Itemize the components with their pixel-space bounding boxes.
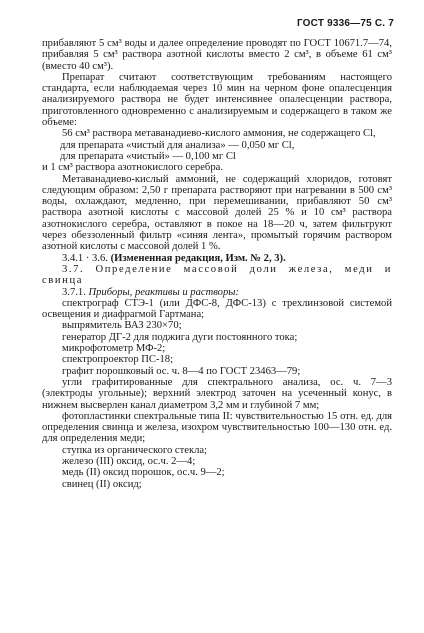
paragraph-requirements: Препарат считают соответствующим требованиям настоящего стандарта, если наблюдаемая через 10 мин на черном фоне опалесценция анализируемого раствора не будет интенсивнее опалесценции раствора, приготовленного одновременно с анализируемым и содержащего в таком же объеме: xyxy=(42,71,392,129)
list-item-lead-oxide: свинец (II) оксид; xyxy=(62,478,142,490)
amendment-prefix: 3.4.1 · 3.6. xyxy=(62,252,111,264)
paragraph-continuation: прибавляют 5 см³ воды и далее определение проводят по ГОСТ 10671.7—74, прибавляя 5 см³ раствора азотной кислоты вместо 2 см³, в объеме 61 см³ (вместо 40 см³). xyxy=(42,38,392,72)
document-body xyxy=(42,38,392,490)
paragraph-silver-nitrate: и 1 см³ раствора азотнокислого серебра. xyxy=(42,162,223,174)
list-item-copper-oxide: медь (II) оксид порошок, ос.ч. 9—2; xyxy=(62,467,225,479)
list-item-mortar: ступка из органического стекла; xyxy=(62,444,208,456)
list-item-iron-oxide: железо (III) оксид, ос.ч. 2—4; xyxy=(62,455,196,467)
amendment-note xyxy=(42,253,392,264)
paragraph-preparation: Метаванадиево-кислый аммоний, не содержащий хлоридов, готовят следующим образом: 2,50 г препарата растворяют при нагревании в 500 см³ воды, охлаждают, медленно, при перемешивании, прибавляют 50 см³ раствора азотной кислоты с массовой долей 25 % и 10 см³ раствора азотнокислого серебра, оставляют в покое на 18—20 ч, затем фильтруют через обеззоленный фильтр «синяя лента», промытый горячим раствором азотной кислоты с массовой долей 1 %. xyxy=(42,173,392,253)
list-item-rectifier: выпрямитель ВАЗ 230×70; xyxy=(62,320,182,332)
list-item-graphite: графит порошковый ос. ч. 8—4 по ГОСТ 23463—79; xyxy=(62,365,301,377)
formula-pure: для препарата «чистый» — 0,100 мг Cl xyxy=(60,150,236,162)
list-item-microphotometer: микрофотометр МФ-2; xyxy=(62,343,166,355)
section-3-7-1-title: Приборы, реактивы и растворы: xyxy=(88,286,239,298)
amendment-text: (Измененная редакция, Изм. № 2, 3). xyxy=(110,252,286,264)
section-3-7-title: 3.7. Определение массовой доли железа, меди и свинца xyxy=(42,263,392,287)
list-item-generator: генератор ДГ-2 для поджига дуги постоянного тока; xyxy=(62,331,298,343)
list-item-carbon-electrodes: угли графитированные для спектрального анализа, ос. ч. 7—3 (электроды угольные); верхний электрод заточен на усеченный конус, в нижнем высверлен канал диаметром 3,2 мм и глубиной 7 мм; xyxy=(42,376,392,411)
paragraph-volume: 56 см³ раствора метаванадиево-кислого аммония, не содержащего Cl, xyxy=(62,128,376,140)
section-3-7-1-number: 3.7.1. xyxy=(62,286,89,298)
page-header: ГОСТ 9336—75 С. 7 xyxy=(296,18,394,29)
section-3-7-1-heading xyxy=(42,287,392,298)
list-item-photoplates: фотопластинки спектральные типа II: чувствительностью 15 отн. ед. для определения свинца и железа, изохром чувствительностью 100—130 отн. ед. для определения меди; xyxy=(42,410,392,445)
list-item-spectroprojector: спектропроектор ПС-18; xyxy=(62,354,174,366)
list-item-spectrograph: спектрограф СТЭ-1 (или ДФС-8, ДФС-13) с трехлинзовой системой освещения и диафрагмой Гартмана; xyxy=(42,297,392,321)
formula-pure-for-analysis: для препарата «чистый для анализа» — 0,050 мг Cl, xyxy=(60,139,295,151)
